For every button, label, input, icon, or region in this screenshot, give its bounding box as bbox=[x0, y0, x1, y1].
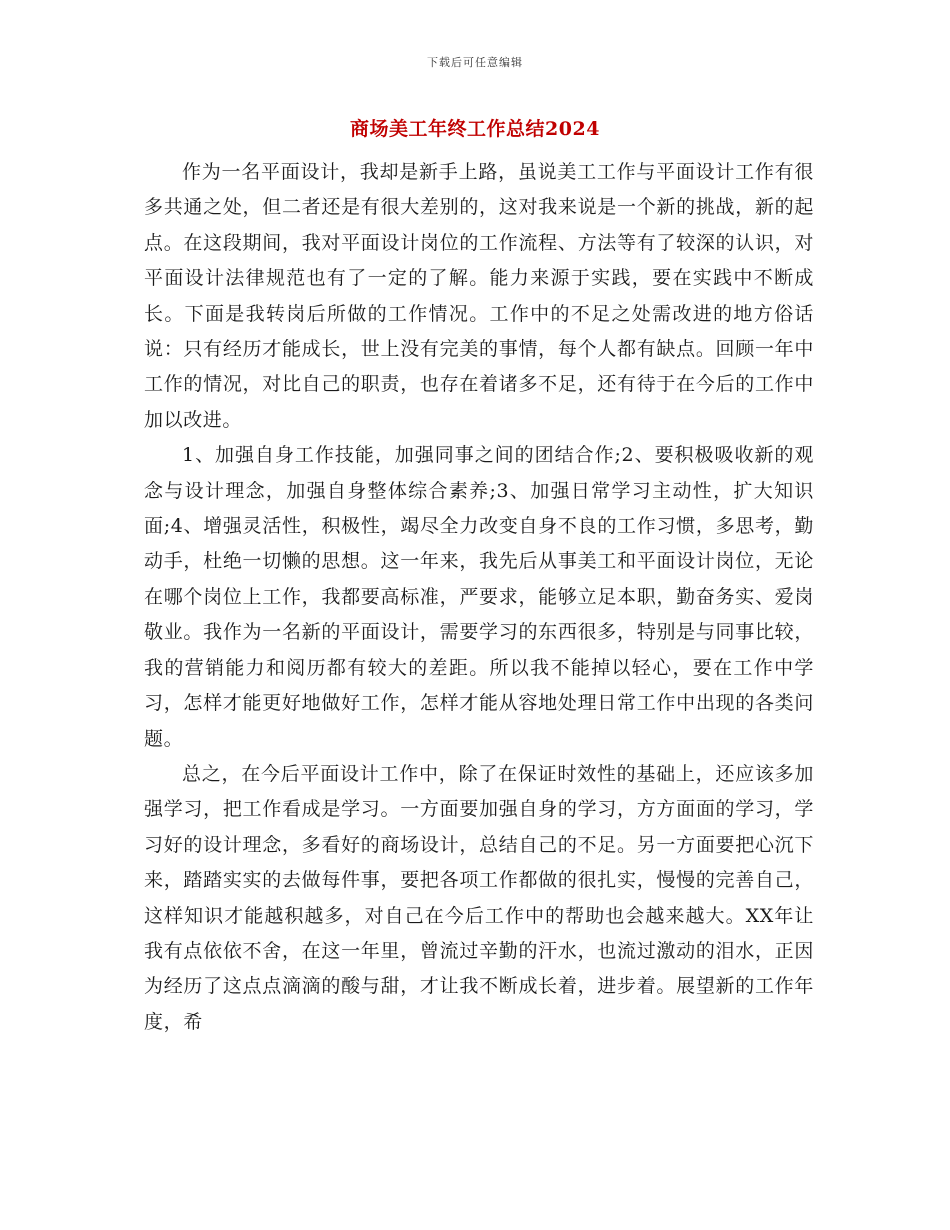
paragraph-3: 总之，在今后平面设计工作中，除了在保证时效性的基础上，还应该多加强学习，把工作看成是学习。一方面要加强自身的学习，方方面面的学习，学习好的设计理念，多看好的商场设计，总结自己的不足。另一方面要把心沉下来，踏踏实实的去做每件事，要把各项工作都做的很扎实，慢慢的完善自己，这样知识才能越积越多，对自己在今后工作中的帮助也会越来越大。XX年让我有点依依不舍，在这一年里，曾流过辛勤的汗水，也流过激动的泪水，正因为经历了这点点滴滴的酸与甜，才让我不断成长着，进步着。展望新的工作年度，希 bbox=[144, 762, 814, 1033]
paragraph-2: 1、加强自身工作技能，加强同事之间的团结合作;2、要积极吸收新的观念与设计理念，加强自身整体综合素养;3、加强日常学习主动性，扩大知识面;4、增强灵活性，积极性，竭尽全力改变自身不良的工作习惯，多思考，勤动手，杜绝一切懒的思想。这一年来，我先后从事美工和平面设计岗位，无论在哪个岗位上工作，我都要高标准，严要求，能够立足本职，勤奋务实、爱岗敬业。我作为一名新的平面设计，需要学习的东西很多，特别是与同事比较，我的营销能力和阅历都有较大的差距。所以我不能掉以轻心，要在工作中学习，怎样才能更好地做好工作，怎样才能从容地处理日常工作中出现的各类问题。 bbox=[144, 444, 814, 750]
document-title: 商场美工年终工作总结2024 bbox=[350, 118, 600, 140]
paragraph-1: 作为一名平面设计，我却是新手上路，虽说美工工作与平面设计工作有很多共通之处，但二者还是有很大差别的，这对我来说是一个新的挑战，新的起点。在这段期间，我对平面设计岗位的工作流程、方法等有了较深的认识，对平面设计法律规范也有了一定的了解。能力来源于实践，要在实践中不断成长。下面是我转岗后所做的工作情况。工作中的不足之处需改进的地方俗话说：只有经历才能成长，世上没有完美的事情，每个人都有缺点。回顾一年中工作的情况，对比自己的职责，也存在着诸多不足，还有待于在今后的工作中加以改进。 bbox=[144, 161, 814, 431]
header-note: 下载后可任意编辑 bbox=[427, 56, 523, 69]
document-body bbox=[144, 155, 814, 1040]
